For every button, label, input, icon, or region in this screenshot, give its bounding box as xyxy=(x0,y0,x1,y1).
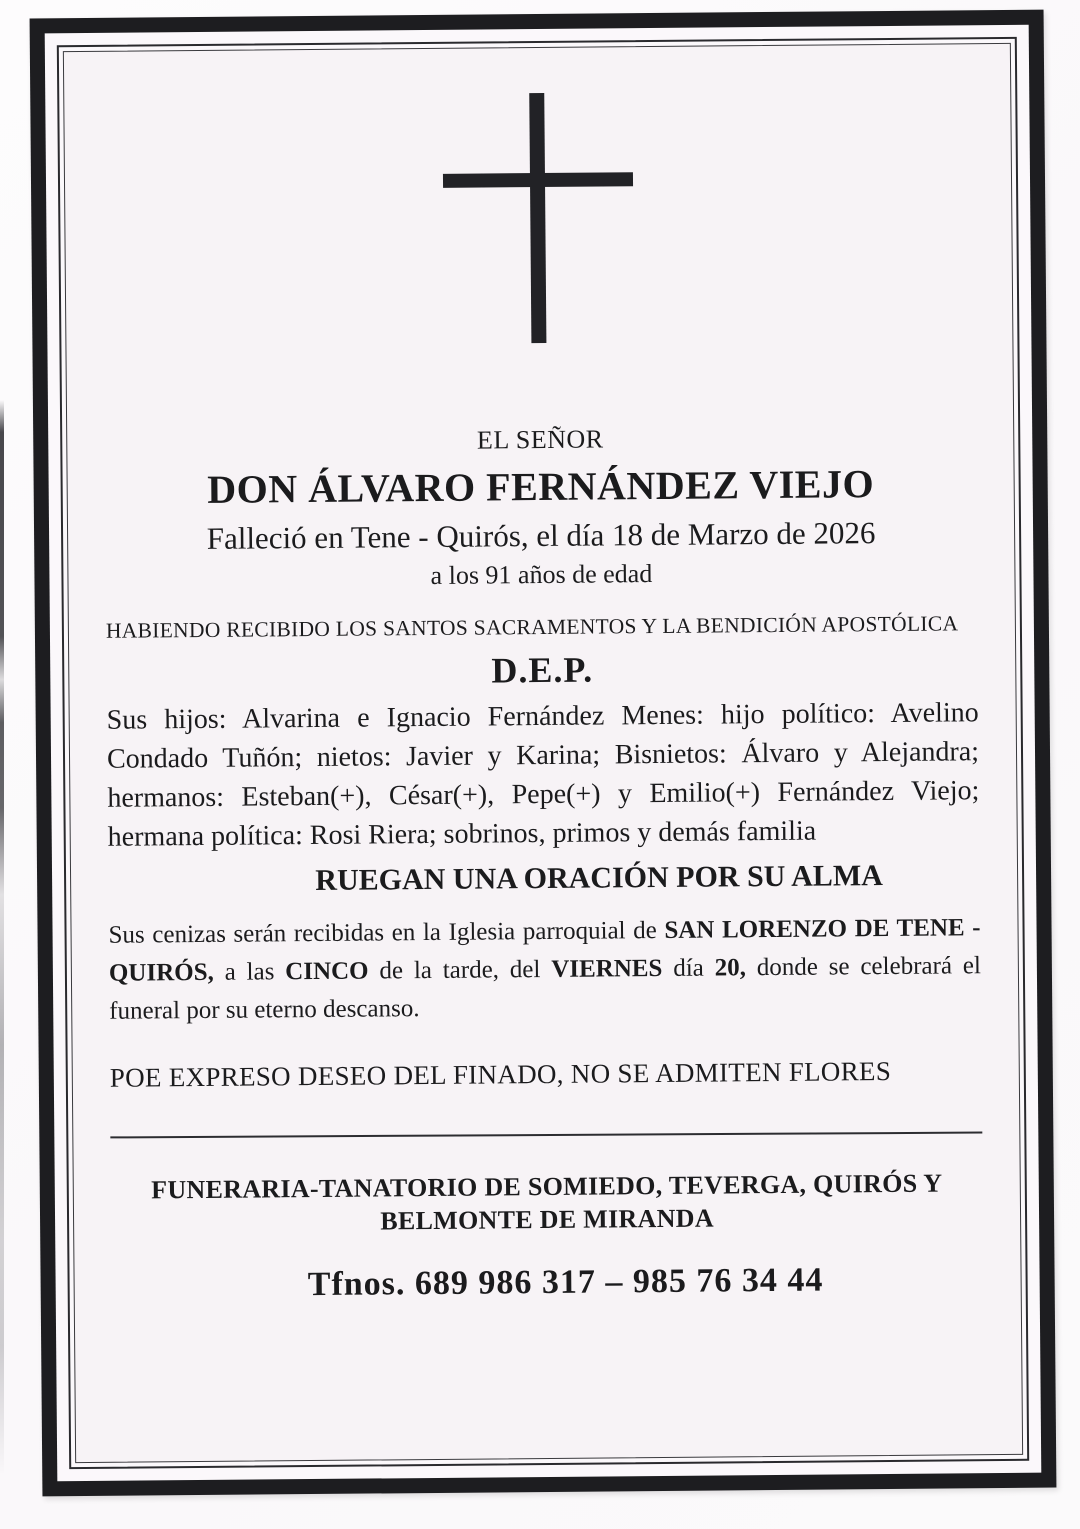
dep-abbreviation: D.E.P. xyxy=(491,649,594,691)
age-line: a los 91 años de edad xyxy=(430,559,653,590)
ceremony-text: a las xyxy=(213,958,286,986)
cross-horizontal-bar xyxy=(443,172,633,188)
ceremony-paragraph xyxy=(108,909,981,1031)
prayer-request-line: RUEGAN UNA ORACIÓN POR SU ALMA xyxy=(315,859,883,897)
family-paragraph: Sus hijos: Alvarina e Ignacio Fernández Menes: hijo político: Avelino Condado Tuñón; nietos: Javier y Karina; Bisnietos: Álvaro y Alejandra; hermanos: Esteban(+), César(+), Pepe(+) y Emilio(+) Fernández Viejo; hermana política: Rosi Riera; sobrinos, primos y demás familia xyxy=(106,697,980,853)
funeral-home-name xyxy=(111,1166,984,1240)
ceremony-text: día xyxy=(662,954,715,982)
card-white-margin xyxy=(45,25,1042,1482)
ceremony-church-name: SAN LORENZO DE TENE - QUIRÓS, xyxy=(108,914,981,987)
funeral-home-line1: FUNERARIA-TANATORIO DE SOMIEDO, TEVERGA, QUIRÓS Y xyxy=(151,1168,943,1205)
mourning-card xyxy=(30,10,1057,1497)
cross-vertical-bar xyxy=(529,93,546,343)
latin-cross-icon xyxy=(442,92,634,344)
notice-content xyxy=(101,45,985,1461)
ceremony-text: Sus cenizas serán recibidas en la Iglesia parroquial de xyxy=(108,916,665,949)
ceremony-time: CINCO xyxy=(285,957,369,986)
divider-rule xyxy=(110,1132,982,1139)
death-place-date-line: Falleció en Tene - Quirós, el día 18 de Marzo de 2026 xyxy=(206,515,876,556)
ceremony-weekday: VIERNES xyxy=(551,954,663,983)
phone-numbers-line: Tfnos. 689 986 317 – 985 76 34 44 xyxy=(307,1261,824,1304)
thin-border-outer xyxy=(57,37,1029,1469)
funeral-home-line2: BELMONTE DE MIRANDA xyxy=(380,1203,714,1236)
no-flowers-line: POE EXPRESO DESEO DEL FINADO, NO SE ADMITEN FLORES xyxy=(109,1055,892,1093)
thin-border-inner xyxy=(63,43,1023,1463)
ceremony-day-number: 20, xyxy=(714,954,747,982)
salutation: EL SEÑOR xyxy=(476,424,604,455)
sacraments-line: HABIENDO RECIBIDO LOS SANTOS SACRAMENTOS Y LA BENDICIÓN APOSTÓLICA xyxy=(105,611,959,643)
ceremony-text: de la tarde, del xyxy=(368,955,552,985)
photo-edge-shadow xyxy=(0,400,4,1475)
ceremony-text: donde se celebrará el funeral por su eterno descanso. xyxy=(109,952,981,1025)
deceased-name: DON ÁLVARO FERNÁNDEZ VIEJO xyxy=(207,461,875,512)
